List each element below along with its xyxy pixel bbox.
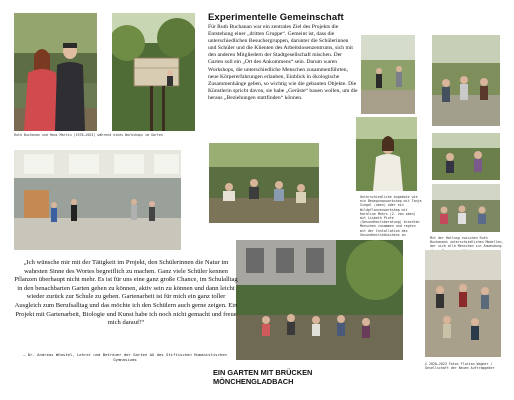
brand-line-2: MÖNCHENGLADBACH bbox=[213, 376, 294, 386]
article-intro: Für Ruth Buchanan war ein zentrales Ziel des Projekts die Entstehung einer „dritten Gruppe“. Gemeint ist, dass die unterschiedlichen Besuchergruppen, darunter die Schülerinnen und Schüler und die Klienten des Arbeitslosenzentrums, sich mit den anderen Mitgliedern der Stadtgesellschaft mischen. Der Garten soll ein „Ort des Ankommens“ sein. Darum waren Workshops, die unterschiedliche Menschen zusammenführten, neue Körpererfahrungen erlauben, Einblick in ökologische Zusammenhänge geben, so wichtig wie die gebauten Objekte. Die Künstlerin spricht davon, sie habe „Gerüste“ bauen wollen, um die heraus „Beziehungen stattfinden“ können. bbox=[208, 24, 358, 101]
caption-workshop: Unterschiedliche Angebote wie ein Bewegungsworkshop mit Tanja Siegel (oben) oder ein Wildpflanzenworkshop mit Karoline Mohrs (2. von oben) mit Lisbeth Pinte (Gesundheitsberatung) brachten Menschen zusammen und regten mit der Installation des Gesundheitshäuschens an bbox=[360, 195, 422, 237]
teacher-quote: „Ich wünsche mir mit der Tätigkeit im Projekt, den Schülerinnen die Natur im wahrsten Sinne des Wortes begreiflich zu machen. Ganz viele Schüler kennen Pflanzen überhaupt nicht mehr. Es ist für uns eine ganz große Chance, im Schulalltag in den benachbarten Garten gehen zu können, aktiv sein zu können und dann leicht wieder zurück zur Schule zu gehen. Gartenarbeit ist für mich ein ganz toller Ausgleich zum Berufsalltag und das möchte ich den Schülern auch gerne zeigen. Ein Projekt mit Gartenarbeit, Biologie und Kunst habe ich noch nicht gemacht und freue mich darauf!“ bbox=[14, 259, 238, 327]
caption-group: Mit der Haltung zwischen Ruth Buchanans unterschiedlichen Modellen, der sich alle Menschen zur Anwendung bbox=[430, 236, 504, 249]
photo-seated-group bbox=[432, 184, 500, 232]
photo-right-people bbox=[432, 133, 500, 180]
photo-picnic-workshop bbox=[209, 143, 319, 223]
photo-gym-hall bbox=[14, 150, 181, 250]
photo-woman-garden bbox=[356, 117, 417, 191]
photo-crowd bbox=[425, 250, 501, 357]
quote-attribution: – Dr. Andreas Wünstel, Lehrer und Betreuer der Garten AG des Stiftischen Humanistischen Gymnasiums bbox=[23, 352, 227, 362]
brand-block bbox=[213, 369, 312, 386]
article-title: Experimentelle Gemeinschaft bbox=[208, 12, 344, 23]
photo-dance bbox=[361, 35, 415, 114]
photo-copyright: © 2020–2023 Fotos Florian Wagner / Gesellschaft der Neuen Auftraggeber bbox=[425, 362, 495, 371]
photo-portrait bbox=[14, 13, 97, 131]
caption-portrait: Ruth Buchanan und Hans Martin (1978–2023) während eines Workshops im Garten bbox=[14, 133, 163, 137]
photo-garden-group bbox=[432, 35, 500, 126]
photo-treehouse bbox=[112, 13, 195, 131]
photo-garden-gathering bbox=[236, 240, 403, 360]
brand-line-1: EIN GARTEN MIT BRÜCKEN bbox=[213, 368, 313, 377]
